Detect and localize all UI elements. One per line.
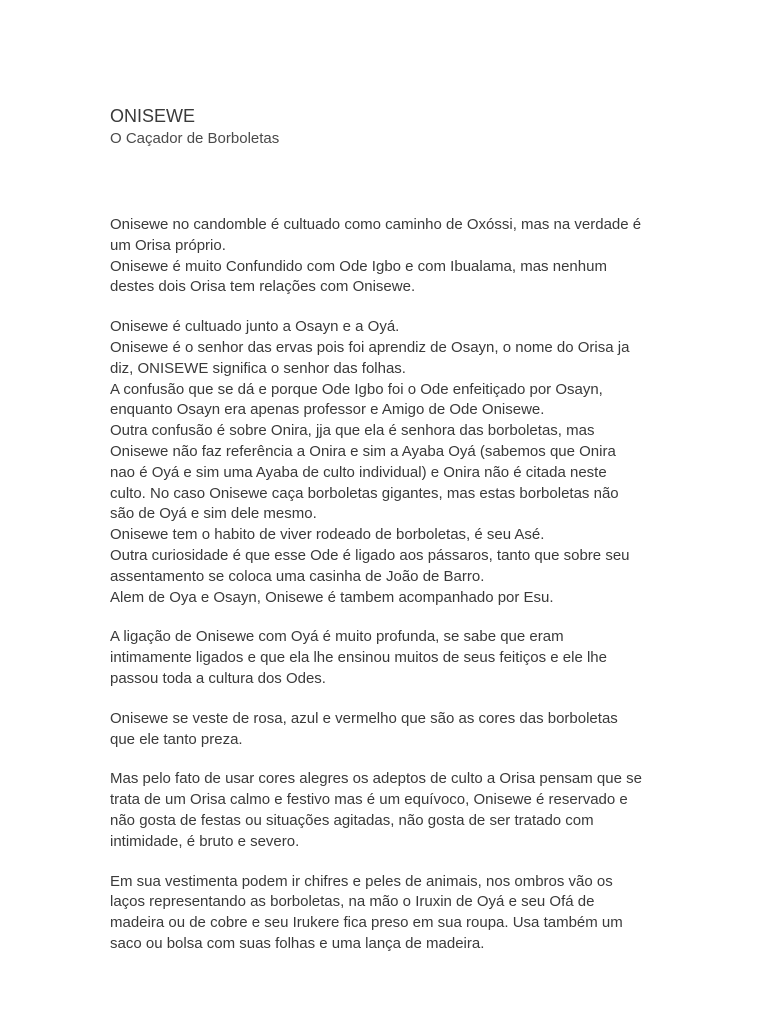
text-line: saco ou bolsa com suas folhas e uma lança de madeira.	[110, 934, 485, 952]
paragraph	[110, 627, 670, 689]
text-line: Outra curiosidade é que esse Ode é ligado aos pássaros, tanto que sobre seu	[110, 546, 630, 564]
text-line: laços representando as borboletas, na mão o Iruxin de Oyá e seu Ofá de	[110, 893, 595, 911]
text-line: intimidade, é bruto e severo.	[110, 832, 300, 850]
text-line: assentamento se coloca uma casinha de João de Barro.	[110, 567, 485, 585]
text-line: Onisewe é o senhor das ervas pois foi aprendiz de Osayn, o nome do Orisa ja	[110, 338, 630, 356]
paragraph	[110, 709, 670, 751]
text-line: Em sua vestimenta podem ir chifres e peles de animais, nos ombros vão os	[110, 872, 613, 890]
text-line: não gosta de festas ou situações agitadas, não gosta de ser tratado com	[110, 811, 594, 829]
text-line: Onisewe não faz referência a Onira e sim a Ayaba Oyá (sabemos que Onira	[110, 442, 616, 460]
text-line: que ele tanto preza.	[110, 730, 243, 748]
text-line: A confusão que se dá e porque Ode Igbo foi o Ode enfeitiçado por Osayn,	[110, 380, 603, 398]
text-line: nao é Oyá e sim uma Ayaba de culto individual) e Onira não é citada neste	[110, 463, 607, 481]
text-line: trata de um Orisa calmo e festivo mas é um equívoco, Onisewe é reservado e	[110, 791, 628, 809]
paragraph	[110, 317, 670, 608]
text-line: intimamente ligados e que ela lhe ensinou muitos de seus feitiços e ele lhe	[110, 649, 607, 667]
text-line: destes dois Orisa tem relações com Onisewe.	[110, 278, 416, 296]
text-line: Outra confusão é sobre Onira, jja que ela é senhora das borboletas, mas	[110, 422, 595, 440]
paragraph	[110, 215, 670, 298]
text-line: enquanto Osayn era apenas professor e Amigo de Ode Onisewe.	[110, 401, 545, 419]
paragraph	[110, 872, 670, 955]
text-line: Onisewe se veste de rosa, azul e vermelho que são as cores das borboletas	[110, 709, 618, 727]
text-line: culto. No caso Onisewe caça borboletas gigantes, mas estas borboletas não	[110, 484, 619, 502]
text-line: Onisewe tem o habito de viver rodeado de borboletas, é seu Asé.	[110, 526, 545, 544]
document-page	[110, 105, 670, 974]
text-line: Onisewe é cultuado junto a Osayn e a Oyá.	[110, 318, 400, 336]
text-line: Alem de Oya e Osayn, Onisewe é tambem acompanhado por Esu.	[110, 588, 554, 606]
text-line: passou toda a cultura dos Odes.	[110, 669, 326, 687]
text-line: um Orisa próprio.	[110, 236, 226, 254]
document-body	[110, 215, 670, 955]
text-line: madeira ou de cobre e seu Irukere fica preso em sua roupa. Usa também um	[110, 914, 623, 932]
text-line: diz, ONISEWE significa o senhor das folhas.	[110, 359, 406, 377]
text-line: são de Oyá e sim dele mesmo.	[110, 505, 317, 523]
text-line: A ligação de Onisewe com Oyá é muito profunda, se sabe que eram	[110, 628, 564, 646]
text-line: Onisewe no candomble é cultuado como caminho de Oxóssi, mas na verdade é	[110, 216, 642, 233]
text-line: Onisewe é muito Confundido com Ode Igbo e com Ibualama, mas nenhum	[110, 257, 607, 275]
text-line: Mas pelo fato de usar cores alegres os adeptos de culto a Orisa pensam que se	[110, 770, 642, 788]
document-title: ONISEWE	[110, 106, 196, 126]
document-subtitle: O Caçador de Borboletas	[110, 130, 280, 147]
paragraph	[110, 769, 670, 852]
